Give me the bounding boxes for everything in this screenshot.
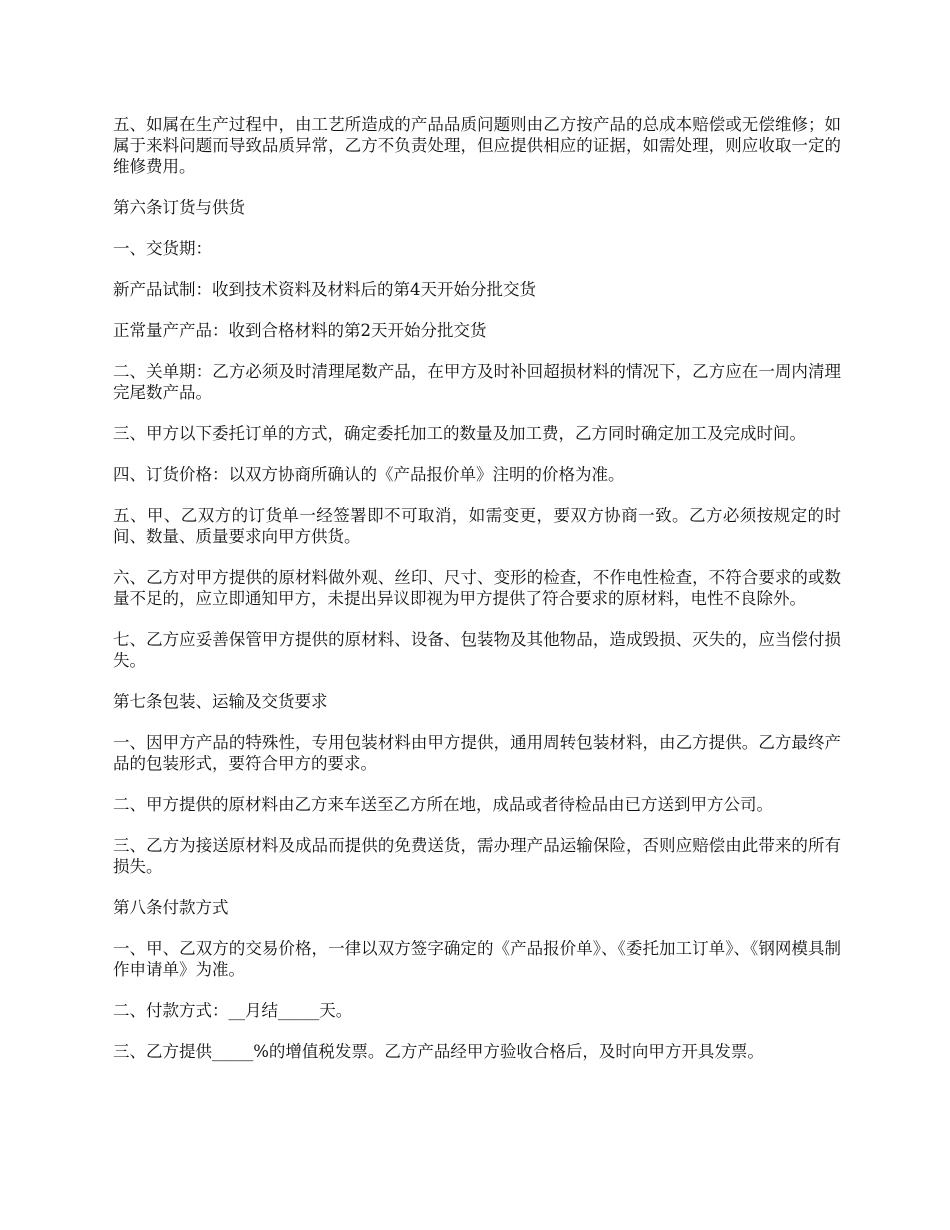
heading-article-8: 第八条付款方式 [113, 898, 229, 917]
paragraph-order-price: 四、订货价格：以双方协商所确认的《产品报价单》注明的价格为准。 [113, 465, 625, 484]
paragraph-material-inspection: 六、乙方对甲方提供的原材料做外观、丝印、尺寸、变形的检查，不作电性检查，不符合要求的或数量不足的，应立即通知甲方，未提出异议即视为甲方提供了符合要求的原材料，电性不良除外。 [113, 568, 841, 608]
paragraph-new-product-trial: 新产品试制：收到技术资料及材料后的第4天开始分批交货 [113, 280, 536, 299]
paragraph-transaction-price: 一、甲、乙双方的交易价格，一律以双方签字确定的《产品报价单》、《委托加工订单》、《钢网模具制作申请单》为准。 [113, 939, 841, 979]
paragraph-packaging: 一、因甲方产品的特殊性，专用包装材料由甲方提供，通用周转包装材料，由乙方提供。乙方最终产品的包装形式，要符合甲方的要求。 [113, 733, 841, 773]
paragraph-quality-liability: 五、如属在生产过程中，由工艺所造成的产品品质问题则由乙方按产品的总成本赔偿或无偿维修；如属于来料问题而导致品质异常，乙方不负责处理，但应提供相应的证据，如需处理，则应收取一定的维修费用。 [113, 115, 841, 176]
paragraph-payment-method: 二、付款方式：__月结_____天。 [113, 1001, 353, 1020]
heading-article-6: 第六条订货与供货 [113, 198, 245, 217]
paragraph-custody: 七、乙方应妥善保管甲方提供的原材料、设备、包装物及其他物品，造成毁损、灭失的，应当偿付损失。 [113, 630, 841, 670]
paragraph-delivery-period: 一、交货期： [113, 239, 212, 258]
paragraph-order-irrevocable: 五、甲、乙双方的订货单一经签署即不可取消，如需变更，要双方协商一致。乙方必须按规定的时间、数量、质量要求向甲方供货。 [113, 506, 841, 546]
paragraph-closing-period: 二、关单期：乙方必须及时清理尾数产品，在甲方及时补回超损材料的情况下，乙方应在一周内清理完尾数产品。 [113, 362, 841, 402]
paragraph-insurance: 三、乙方为接送原材料及成品而提供的免费送货，需办理产品运输保险，否则应赔偿由此带来的所有损失。 [113, 836, 841, 876]
paragraph-transport: 二、甲方提供的原材料由乙方来车送至乙方所在地，成品或者待检品由已方送到甲方公司。 [113, 795, 773, 814]
paragraph-order-method: 三、甲方以下委托订单的方式，确定委托加工的数量及加工费，乙方同时确定加工及完成时间。 [113, 424, 806, 443]
paragraph-mass-production: 正常量产产品：收到合格材料的第2天开始分批交货 [113, 321, 487, 340]
document-page [113, 114, 841, 1082]
paragraph-invoice: 三、乙方提供_____%的增值税发票。乙方产品经甲方验收合格后，及时向甲方开具发票。 [113, 1042, 764, 1061]
heading-article-7: 第七条包装、运输及交货要求 [113, 692, 328, 711]
